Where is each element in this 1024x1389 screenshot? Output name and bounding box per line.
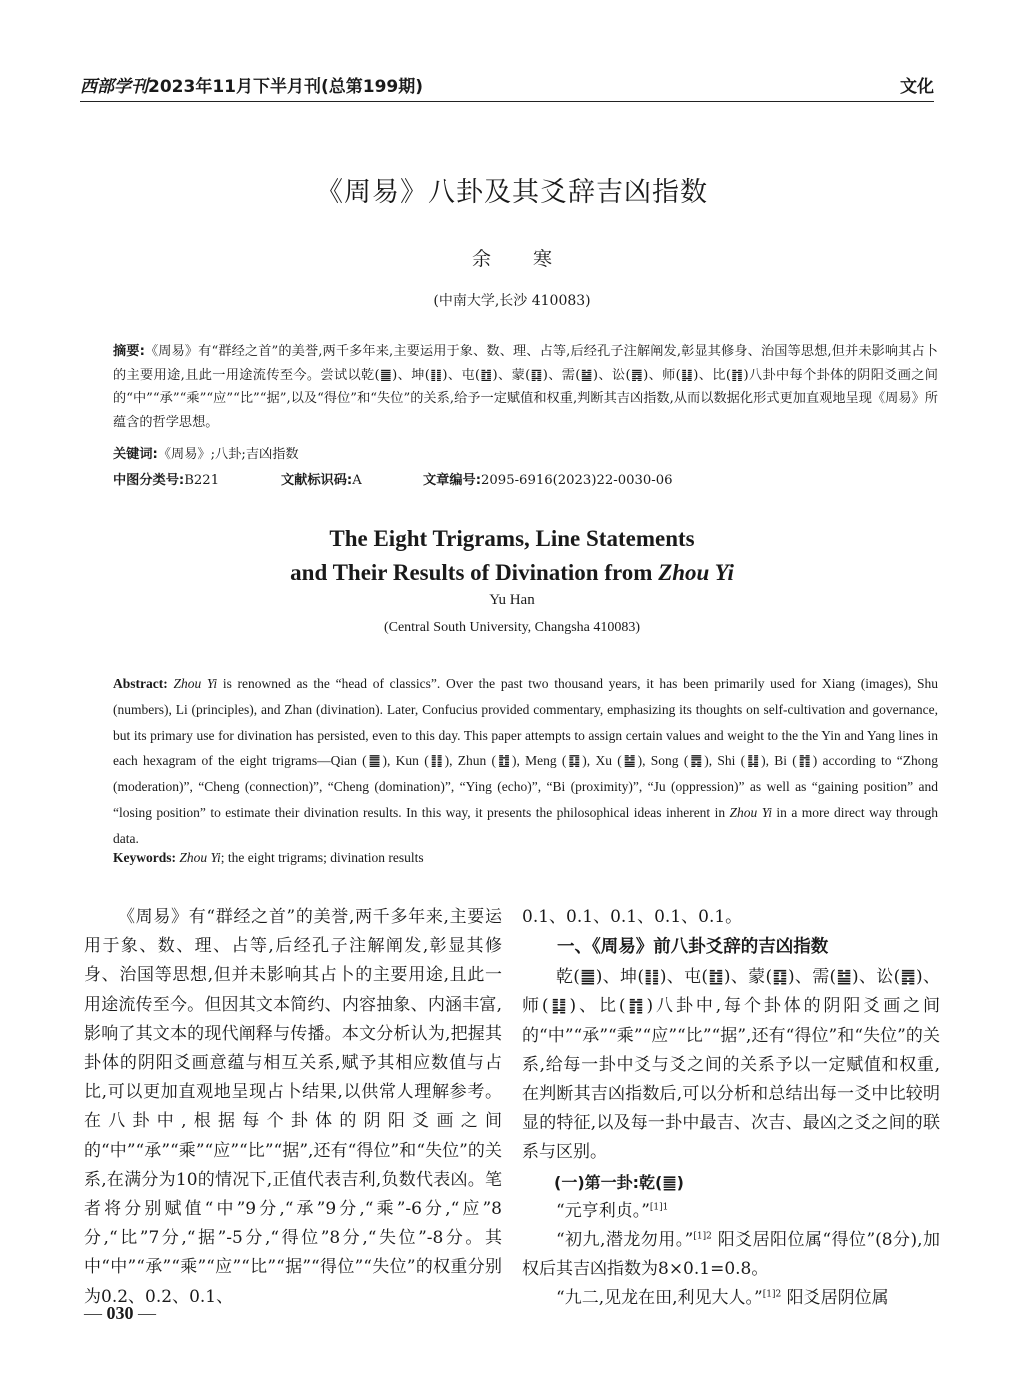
keywords-en-label: Keywords: [113, 850, 176, 865]
quote-paragraph [522, 1197, 940, 1226]
abstract-en-text2: in a more direct way through data. [113, 804, 939, 846]
quote-commentary: 阳爻居阳位属“得位”(8分),加权后其吉凶指数为8×0.1=0.8。 [522, 1230, 940, 1280]
header-divider [80, 101, 934, 102]
journal-name: 西部学刊 [80, 77, 148, 97]
abstract-zh-label: 摘要: [113, 344, 145, 359]
citation-ref[interactable]: [1]2 [762, 1289, 782, 1300]
abstract-en [113, 671, 938, 852]
citation-ref[interactable]: [1]2 [693, 1231, 712, 1242]
clc-code [113, 469, 219, 488]
page-number-value: 030 [106, 1303, 134, 1323]
body-column-right [522, 903, 940, 1314]
issue-info: 2023年11月下半月刊(总第199期) [148, 77, 423, 97]
body-column-left [84, 903, 502, 1312]
title-en-line2 [0, 556, 1024, 590]
clc-label: 中图分类号: [113, 473, 185, 488]
article-value: 2095-6916(2023)22-0030-06 [481, 473, 673, 488]
page-number: — 030 — [84, 1303, 156, 1323]
quote-paragraph [522, 1284, 940, 1313]
keywords-zh-label: 关键词: [113, 447, 158, 462]
affiliation-en: (Central South University, Changsha 410083) [383, 620, 641, 635]
abstract-en-label: Abstract: [113, 676, 168, 691]
author-zh: 余 寒 [471, 248, 571, 270]
quote-paragraph [522, 1226, 940, 1284]
doc-value: A [352, 473, 362, 488]
paper-title-zh: 《周易》八卦及其爻辞吉凶指数 [316, 177, 708, 208]
body-paragraph: 《周易》有“群经之首”的美誉,两千多年来,主要运用于象、数、理、占等,后经孔子注解阐发,彰显其修身、治国等思想,但并未影响其占卜的主要用途,且此一用途流传至今。但因其文本简约、内容抽象、内涵丰富,影响了其文本的现代阐释与传播。本文分析认为,把握其卦体的阴阳爻画意蕴与相互关系,赋予其相应数值与占比,可以更加直观地呈现占卜结果,以供常人理解参考。在八卦中,根据每个卦体的阴阳爻画之间的“中”“承”“乘”“应”“比”“据”,还有“得位”和“失位”的关系,在满分为10的情况下,正值代表吉利,负数代表凶。笔者将分别赋值“中”9分,“承”9分,“乘”-6分,“应”8分,“比”7分,“据”-5分,“得位”8分,“失位”-8分。其中“中”“承”“乘”“应”“比”“据”“得位”“失位”的权重分别为0.2、0.2、0.1、 [84, 907, 502, 1307]
quote-commentary: 阳爻居阴位属 [781, 1288, 889, 1309]
body-paragraph: 乾(䷀)、坤(䷁)、屯(䷂)、蒙(䷃)、需(䷄)、讼(䷅)、师(䷆)、比(䷇)八卦中,每个卦体的阴阳爻画之间的“中”“承”“乘”“应”“比”“据”,还有“得位”和“失位”的关系,给每一卦中爻与爻之间的关系予以一定赋值和权重,在判断其吉凶指数后,可以分析和总结出每一爻中比较明显的特征,以及每一卦中最吉、次吉、最凶之爻之间的联系与区别。 [522, 967, 940, 1163]
abstract-zh [113, 340, 938, 434]
affiliation-zh: (中南大学,长沙 410083) [433, 293, 591, 309]
keywords-en [113, 850, 424, 866]
running-header [80, 70, 934, 100]
body-paragraph-continued: 0.1、0.1、0.1、0.1、0.1。 [522, 907, 743, 927]
article-number [423, 469, 673, 488]
doc-label: 文献标识码: [281, 473, 353, 488]
abstract-en-text1: is renowned as the “head of classics”. Over the past two thousand years, it has been primarily used for Xiang (images), Shu (numbers), Li (principles), and Zhan (divination). Later, Confucius provided commentary, emphasizing its thoughts on self-cultivation and governance, but its primary use for divination has persisted, even to this day. This paper attempts to assign certain values and weight to the the Yin and Yang lines in each hexagram of the eight trigrams—Qian (䷀), Kun (䷁), Zhun (䷂), Meng (䷃), Xu (䷄), Song (䷅), Shi (䷆), Bi (䷇) according to “Zhong (moderation)”, “Cheng (connection)”, “Cheng (domination)”, “Ying (echo)”, “Bi (proximity)”, “Ju (oppression)” as well as “gaining position” and “losing position” to estimate their divination results. In this way, it presents the philosophical ideas inherent in [113, 676, 939, 820]
journal-issue [80, 72, 423, 97]
abstract-zh-text: 《周易》有“群经之首”的美誉,两千多年来,主要运用于象、数、理、占等,后经孔子注解阐发,彰显其修身、治国等思想,但并未影响其占卜的主要用途,且此一用途流传至今。尝试以乾(䷀)、坤(䷁)、屯(䷂)、蒙(䷃)、需(䷄)、讼(䷅)、师(䷆)、比(䷇)八卦中每个卦体的阴阳爻画之间的“中”“承”“乘”“应”“比”“据”,以及“得位”和“失位”的关系,给予一定赋值和权重,判断其吉凶指数,从而以数据化形式更加直观地呈现《周易》所蕴含的哲学思想。 [113, 344, 938, 430]
quote-text: “初九,潜龙勿用。” [556, 1230, 694, 1251]
author-en: Yu Han [489, 592, 535, 608]
keywords-en-italic: Zhou Yi [179, 850, 221, 865]
citation-ref[interactable]: [1]1 [649, 1202, 669, 1213]
title-en-line2-italic: Zhou Yi [658, 560, 734, 585]
keywords-zh [113, 443, 299, 462]
paper-title-en [0, 522, 1024, 590]
document-code [281, 469, 362, 488]
abstract-en-italic-start: Zhou Yi [173, 676, 218, 691]
quote-text: “九二,见龙在田,利见大人。” [556, 1288, 763, 1309]
section-name: 文化 [900, 77, 934, 97]
keywords-zh-text: 《周易》;八卦;吉凶指数 [157, 447, 299, 462]
article-label: 文章编号: [423, 473, 482, 488]
section-heading-1: 一、《周易》前八卦爻辞的吉凶指数 [557, 937, 829, 958]
subsection-heading-1: (一)第一卦:乾(䷀) [554, 1172, 684, 1192]
clc-value: B221 [184, 473, 220, 488]
title-en-line1: The Eight Trigrams, Line Statements [329, 526, 695, 551]
title-en-line2-prefix: and Their Results of Divination from [290, 560, 659, 585]
abstract-en-italic-mid: Zhou Yi [729, 804, 772, 820]
quote-text: “元亨利贞。” [556, 1200, 650, 1221]
keywords-en-text: ; the eight trigrams; divination results [220, 850, 424, 865]
